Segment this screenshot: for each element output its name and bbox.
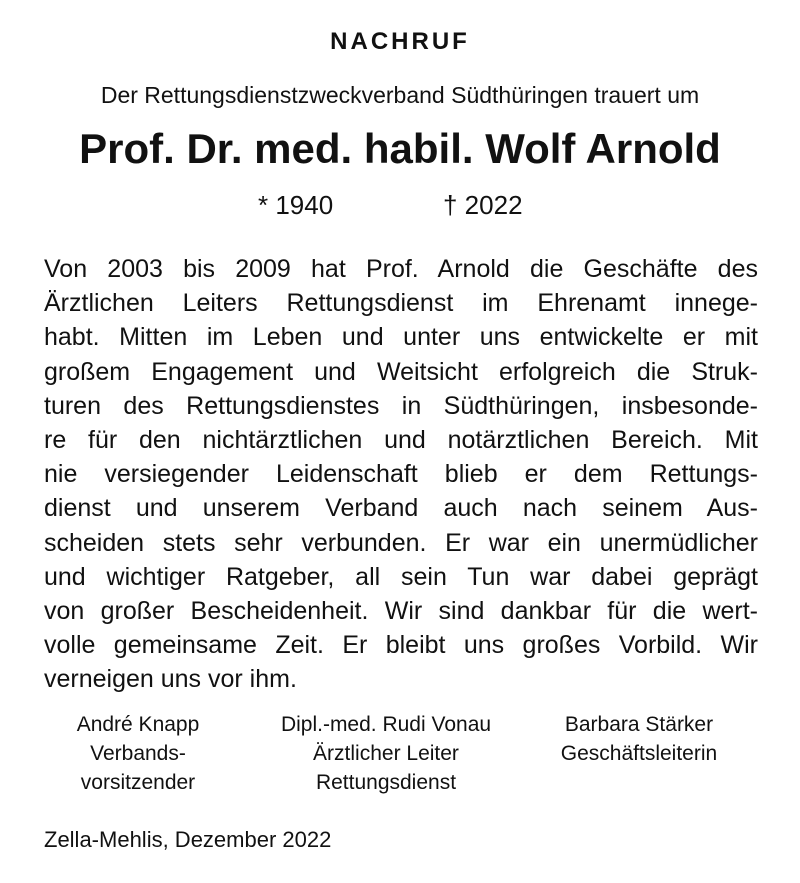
signer-line: Verbands- bbox=[90, 742, 186, 765]
place-date: Zella-Mehlis, Dezember 2022 bbox=[44, 827, 332, 852]
obituary-line: scheiden stets sehr verbunden. Er war ein unermüdlicher bbox=[44, 528, 758, 557]
signer-line: Rettungsdienst bbox=[315, 771, 457, 794]
death-year: † 2022 bbox=[443, 190, 523, 220]
notice-heading: NACHRUF bbox=[330, 28, 470, 55]
obituary-line: großem Engagement und Weitsicht erfolgreich die Struk- bbox=[44, 357, 758, 386]
signer-line: Geschäftsleiterin bbox=[560, 742, 718, 765]
signer-chairman bbox=[38, 710, 238, 797]
birth-year: * 1940 bbox=[258, 190, 334, 220]
signer-medical-director bbox=[247, 710, 525, 797]
obituary-line: habt. Mitten im Leben und unter uns entwickelte er mit bbox=[44, 323, 758, 352]
deceased-name: Prof. Dr. med. habil. Wolf Arnold bbox=[79, 125, 721, 172]
obituary-line: von großer Bescheidenheit. Wir sind dankbar für die wert- bbox=[44, 596, 758, 625]
signer-line: Barbara Stärker bbox=[564, 713, 714, 736]
obituary-line: und wichtiger Ratgeber, all sein Tun war dabei geprägt bbox=[44, 562, 758, 591]
obituary-line: Von 2003 bis 2009 hat Prof. Arnold die Geschäfte des bbox=[44, 255, 758, 283]
obituary-line: turen des Rettungsdienstes in Südthüringen, insbesonde- bbox=[44, 391, 758, 420]
obituary-text bbox=[44, 252, 758, 696]
signer-line: André Knapp bbox=[76, 713, 200, 736]
signer-line: Dipl.-med. Rudi Vonau bbox=[280, 713, 492, 736]
obituary-line: Ärztlichen Leiters Rettungsdienst im Ehrenamt innege- bbox=[44, 289, 758, 318]
obituary-line: nie versiegender Leidenschaft blieb er dem Rettungs- bbox=[44, 460, 758, 489]
obituary-line: dienst und unserem Verband auch nach seinem Aus- bbox=[44, 494, 758, 523]
obituary-line: re für den nichtärztlichen und notärztlichen Bereich. Mit bbox=[44, 425, 758, 454]
signer-line: Ärztlicher Leiter bbox=[313, 742, 459, 765]
signer-managing-director bbox=[528, 710, 750, 768]
obituary-line: verneigen uns vor ihm. bbox=[44, 665, 297, 694]
notice-intro: Der Rettungsdienstzweckverband Südthüringen trauert um bbox=[100, 82, 700, 108]
signer-line: vorsitzender bbox=[80, 771, 196, 794]
obituary-line: volle gemeinsame Zeit. Er bleibt uns großes Vorbild. Wir bbox=[44, 631, 758, 660]
